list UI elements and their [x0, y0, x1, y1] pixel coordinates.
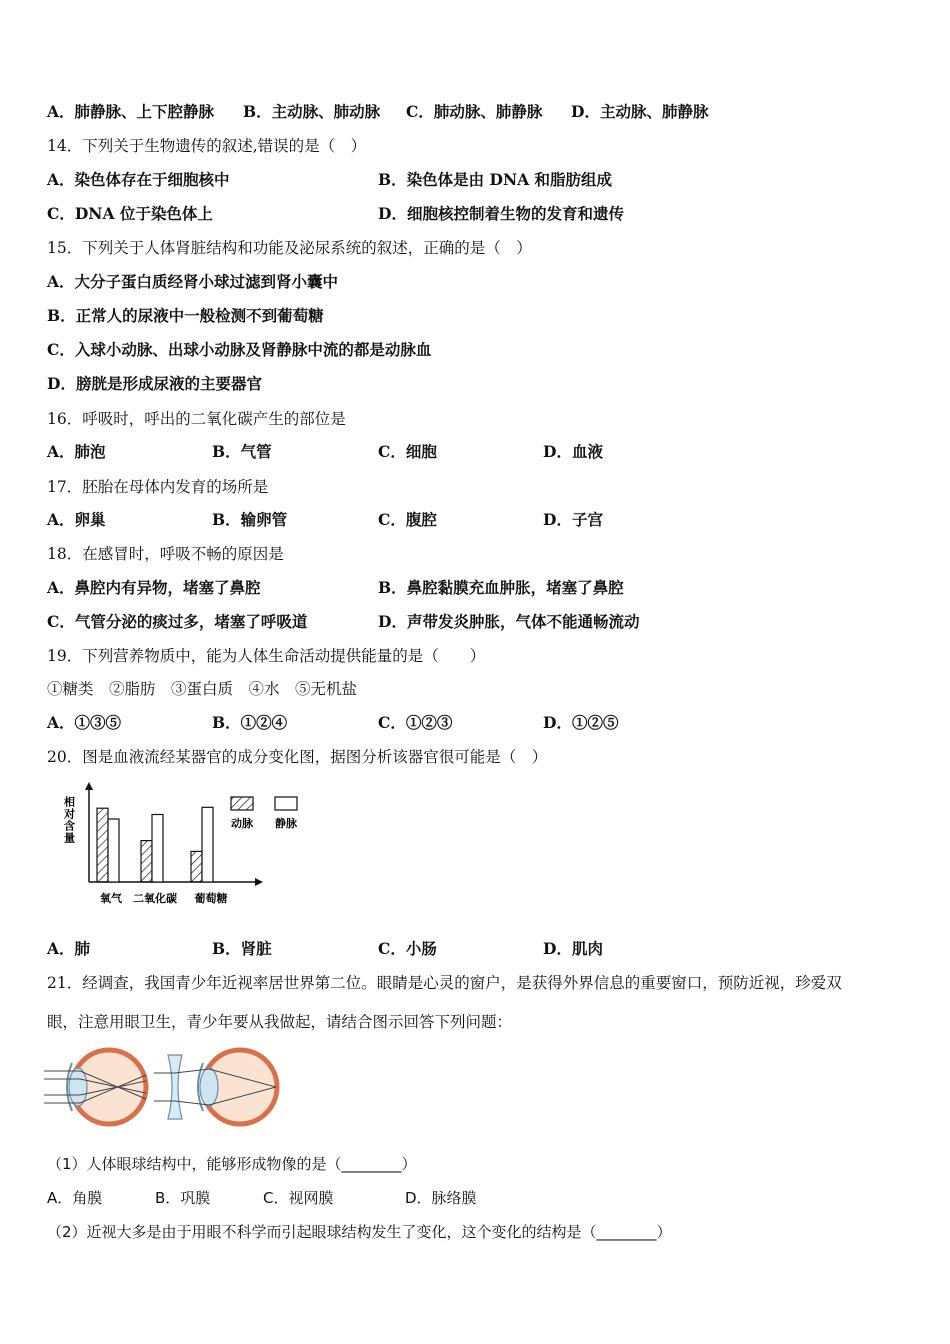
q20-bar-chart	[55, 780, 315, 915]
q15-option-d: D．膀胱是形成尿液的主要器官	[47, 374, 262, 393]
legend-label-vein: 静脉	[275, 817, 297, 830]
q13-option-b: B．主动脉、肺动脉	[243, 102, 381, 121]
q19-option-d: D．①②⑤	[543, 713, 619, 732]
q13-option-a: A．肺静脉、上下腔静脉	[47, 102, 215, 121]
q21-sub1-option-c: C．视网膜	[263, 1189, 334, 1207]
q20-option-c: C．小肠	[378, 939, 437, 958]
x-tick-label-1: 二氧化碳	[133, 892, 177, 905]
bar-vein-1	[152, 815, 163, 883]
q21-sub1-option-d: D．脉络膜	[405, 1189, 477, 1207]
legend-label-artery: 动脉	[231, 817, 253, 830]
q18-option-d: D．声带发炎肿胀，气体不能通畅流动	[378, 612, 640, 631]
q16-option-a: A．肺泡	[47, 442, 106, 461]
bar-vein-0	[108, 819, 119, 882]
legend-swatch-vein	[275, 797, 297, 810]
q19-stem: 19．下列营养物质中，能为人体生命活动提供能量的是（ ）	[47, 647, 486, 665]
q20-stem: 20．图是血液流经某器官的成分变化图，据图分析该器官很可能是（ ）	[47, 748, 548, 766]
q14-option-b: B．染色体是由 DNA 和脂肪组成	[378, 170, 613, 189]
q18-option-b: B．鼻腔黏膜充血肿胀，堵塞了鼻腔	[378, 578, 624, 597]
q17-option-b: B．输卵管	[212, 510, 288, 529]
y-axis-label: 相对含量	[62, 796, 76, 844]
q16-stem: 16．呼吸时，呼出的二氧化碳产生的部位是	[47, 410, 346, 428]
q21-sub1-option-b: B．巩膜	[155, 1189, 211, 1207]
q14-option-c: C．DNA 位于染色体上	[47, 204, 213, 223]
q15-option-b: B．正常人的尿液中一般检测不到葡萄糖	[47, 306, 324, 325]
q21-sub1: （1）人体眼球结构中，能够形成物像的是（________）	[47, 1155, 417, 1173]
q17-option-c: C．腹腔	[378, 510, 437, 529]
q17-option-d: D．子宫	[543, 510, 603, 529]
q21-stem-line2: 眼，注意用眼卫生，青少年要从我做起，请结合图示回答下列问题：	[47, 1013, 513, 1031]
q21-sub1-option-a: A．角膜	[47, 1189, 103, 1207]
concave-lens	[168, 1055, 182, 1119]
q19-items: ①糖类 ②脂肪 ③蛋白质 ④水 ⑤无机盐	[47, 680, 358, 698]
x-tick-label-2: 葡萄糖	[194, 892, 228, 905]
q14-option-d: D．细胞核控制着生物的发育和遗传	[378, 204, 624, 223]
bar-vein-2	[202, 807, 213, 882]
q17-stem: 17．胚胎在母体内发育的场所是	[47, 478, 269, 496]
q15-option-a: A．大分子蛋白质经肾小球过滤到肾小囊中	[47, 272, 339, 291]
legend-swatch-artery	[231, 797, 253, 810]
q15-stem: 15．下列关于人体肾脏结构和功能及泌尿系统的叙述，正确的是（ ）	[47, 239, 532, 257]
q13-option-d: D．主动脉、肺静脉	[571, 102, 709, 121]
x-tick-label-0: 氧气	[100, 892, 122, 905]
q17-option-a: A．卵巢	[47, 510, 106, 529]
q19-option-c: C．①②③	[378, 713, 453, 732]
q13-option-c: C．肺动脉、肺静脉	[406, 102, 543, 121]
q18-stem: 18．在感冒时，呼吸不畅的原因是	[47, 545, 284, 563]
eye-normal-figure	[44, 1050, 146, 1124]
x-axis-arrow	[255, 878, 263, 886]
q16-option-b: B．气管	[212, 442, 272, 461]
q20-option-b: B．肾脏	[212, 939, 272, 958]
eye-diagram	[44, 1045, 284, 1130]
q14-option-a: A．染色体存在于细胞核中	[47, 170, 230, 189]
bar-artery-2	[191, 851, 202, 882]
q19-option-b: B．①②④	[212, 713, 288, 732]
q15-option-c: C．入球小动脉、出球小动脉及肾静脉中流的都是动脉血	[47, 340, 432, 359]
q16-option-c: C．细胞	[378, 442, 437, 461]
q20-option-d: D．肌肉	[543, 939, 603, 958]
bar-artery-1	[141, 841, 152, 882]
q18-option-a: A．鼻腔内有异物，堵塞了鼻腔	[47, 578, 261, 597]
q21-sub2: （2）近视大多是由于用眼不科学而引起眼球结构发生了变化，这个变化的结构是（________）	[47, 1223, 672, 1241]
q16-option-d: D．血液	[543, 442, 603, 461]
q14-stem: 14．下列关于生物遗传的叙述,错误的是（ ）	[47, 137, 367, 155]
q20-option-a: A．肺	[47, 939, 91, 958]
q19-option-a: A．①③⑤	[47, 713, 122, 732]
y-axis-arrow	[85, 782, 93, 790]
q18-option-c: C．气管分泌的痰过多，堵塞了呼吸道	[47, 612, 308, 631]
bar-artery-0	[97, 808, 108, 882]
q21-stem-line1: 21．经调查，我国青少年近视率居世界第二位。眼睛是心灵的窗户，是获得外界信息的重要窗口，预防近视，珍爱双	[47, 974, 842, 992]
